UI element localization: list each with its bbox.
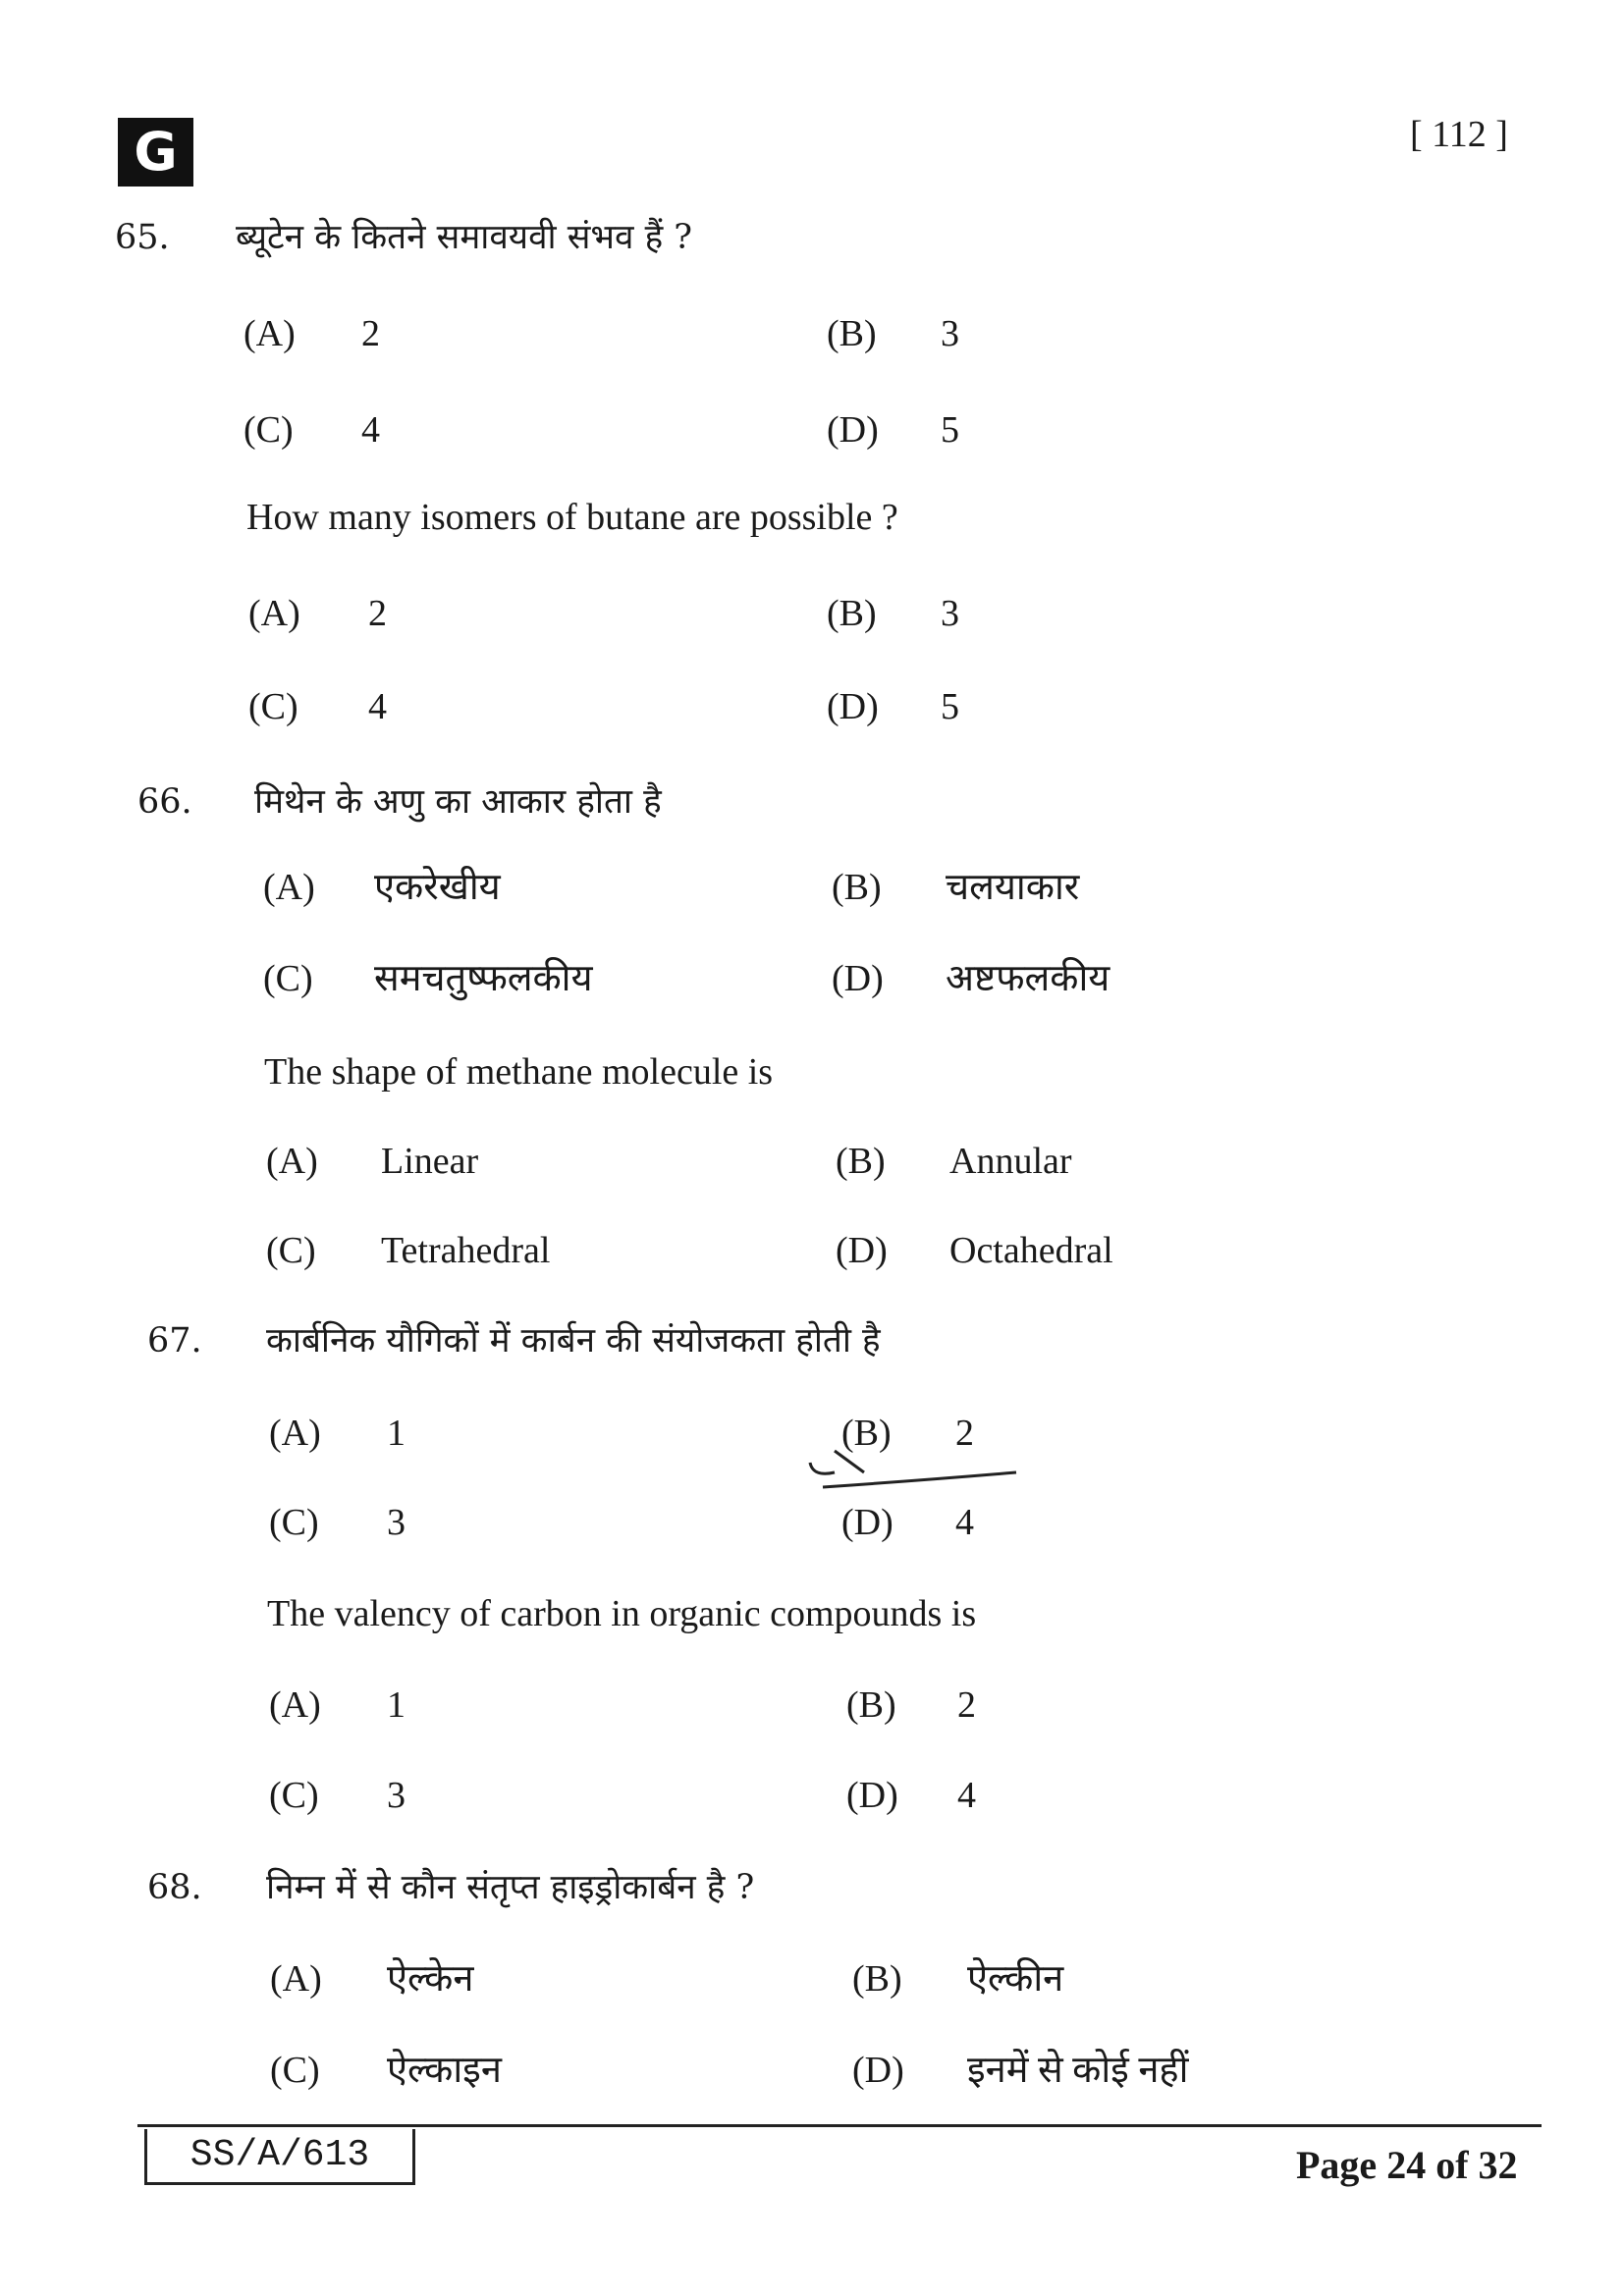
option-label: (A) <box>269 1684 321 1726</box>
option-text: Annular <box>949 1141 1072 1182</box>
option-text: 5 <box>941 409 959 451</box>
handwritten-mark <box>805 1443 1021 1492</box>
question-text-hindi: ब्यूटेन के कितने समावयवी संभव हैं ? <box>236 218 693 257</box>
option-label: (A) <box>266 1141 318 1182</box>
option-text: 3 <box>941 593 959 634</box>
option-label: (C) <box>263 958 313 999</box>
option-text: 4 <box>957 1775 976 1816</box>
option-text: 4 <box>361 409 380 451</box>
option-text: 2 <box>361 313 380 354</box>
question-number: 65. <box>115 218 170 257</box>
set-badge: G <box>118 118 193 187</box>
option-text: 3 <box>387 1502 406 1543</box>
option-text: Tetrahedral <box>381 1230 551 1271</box>
option-label: (B) <box>836 1141 886 1182</box>
option-label: (D) <box>832 958 884 999</box>
option-label: (C) <box>270 2050 320 2091</box>
option-label: (D) <box>841 1502 893 1543</box>
option-label: (A) <box>248 593 300 634</box>
page-number: Page 24 of 32 <box>1296 2143 1518 2187</box>
option-text: 2 <box>368 593 387 634</box>
option-text: 3 <box>941 313 959 354</box>
option-label: (D) <box>852 2050 904 2091</box>
option-label: (B) <box>832 867 882 908</box>
option-text: एकरेखीय <box>374 867 501 908</box>
option-text: ऐल्काइन <box>387 2050 502 2091</box>
page-code: [ 112 ] <box>1410 114 1508 155</box>
option-text: 4 <box>955 1502 974 1543</box>
option-text: ऐल्कीन <box>967 1958 1064 2000</box>
option-label: (A) <box>263 867 315 908</box>
option-text: इनमें से कोई नहीं <box>967 2050 1189 2091</box>
question-text-hindi: मिथेन के अणु का आकार होता है <box>254 782 662 822</box>
option-text: 1 <box>387 1684 406 1726</box>
option-text: 4 <box>368 686 387 727</box>
footer-rule <box>137 2124 1542 2127</box>
option-text: 1 <box>387 1413 406 1454</box>
option-label: (C) <box>266 1230 316 1271</box>
question-text-hindi: निम्न में से कौन संतृप्त हाइड्रोकार्बन है ? <box>266 1868 755 1907</box>
question-number: 68. <box>147 1868 202 1907</box>
option-text: 2 <box>955 1413 974 1454</box>
question-number: 67. <box>147 1321 202 1361</box>
option-text: 3 <box>387 1775 406 1816</box>
option-label: (D) <box>827 686 879 727</box>
option-label: (B) <box>841 1413 892 1454</box>
option-text: Octahedral <box>949 1230 1113 1271</box>
option-label: (B) <box>852 1958 902 2000</box>
paper-code: SS/A/613 <box>144 2129 415 2185</box>
question-text-english: How many isomers of butane are possible ? <box>246 497 898 538</box>
option-text: 2 <box>957 1684 976 1726</box>
option-label: (A) <box>269 1413 321 1454</box>
option-text: चलयाकार <box>946 867 1080 908</box>
question-text-english: The shape of methane molecule is <box>264 1051 774 1093</box>
option-text: अष्टफलकीय <box>946 958 1110 999</box>
option-text: Linear <box>381 1141 479 1182</box>
question-text-english: The valency of carbon in organic compounds is <box>267 1593 977 1634</box>
option-text: 5 <box>941 686 959 727</box>
option-label: (B) <box>827 593 877 634</box>
option-label: (B) <box>846 1684 896 1726</box>
question-text-hindi: कार्बनिक यौगिकों में कार्बन की संयोजकता होती है <box>266 1321 881 1361</box>
option-label: (C) <box>244 409 294 451</box>
question-number: 66. <box>137 782 192 822</box>
option-text: समचतुष्फलकीय <box>374 958 593 999</box>
option-label: (C) <box>248 686 298 727</box>
option-label: (C) <box>269 1775 319 1816</box>
option-label: (D) <box>836 1230 888 1271</box>
option-label: (D) <box>846 1775 898 1816</box>
option-text: ऐल्केन <box>387 1958 474 2000</box>
option-label: (D) <box>827 409 879 451</box>
option-label: (B) <box>827 313 877 354</box>
option-label: (A) <box>270 1958 322 2000</box>
option-label: (C) <box>269 1502 319 1543</box>
option-label: (A) <box>244 313 296 354</box>
